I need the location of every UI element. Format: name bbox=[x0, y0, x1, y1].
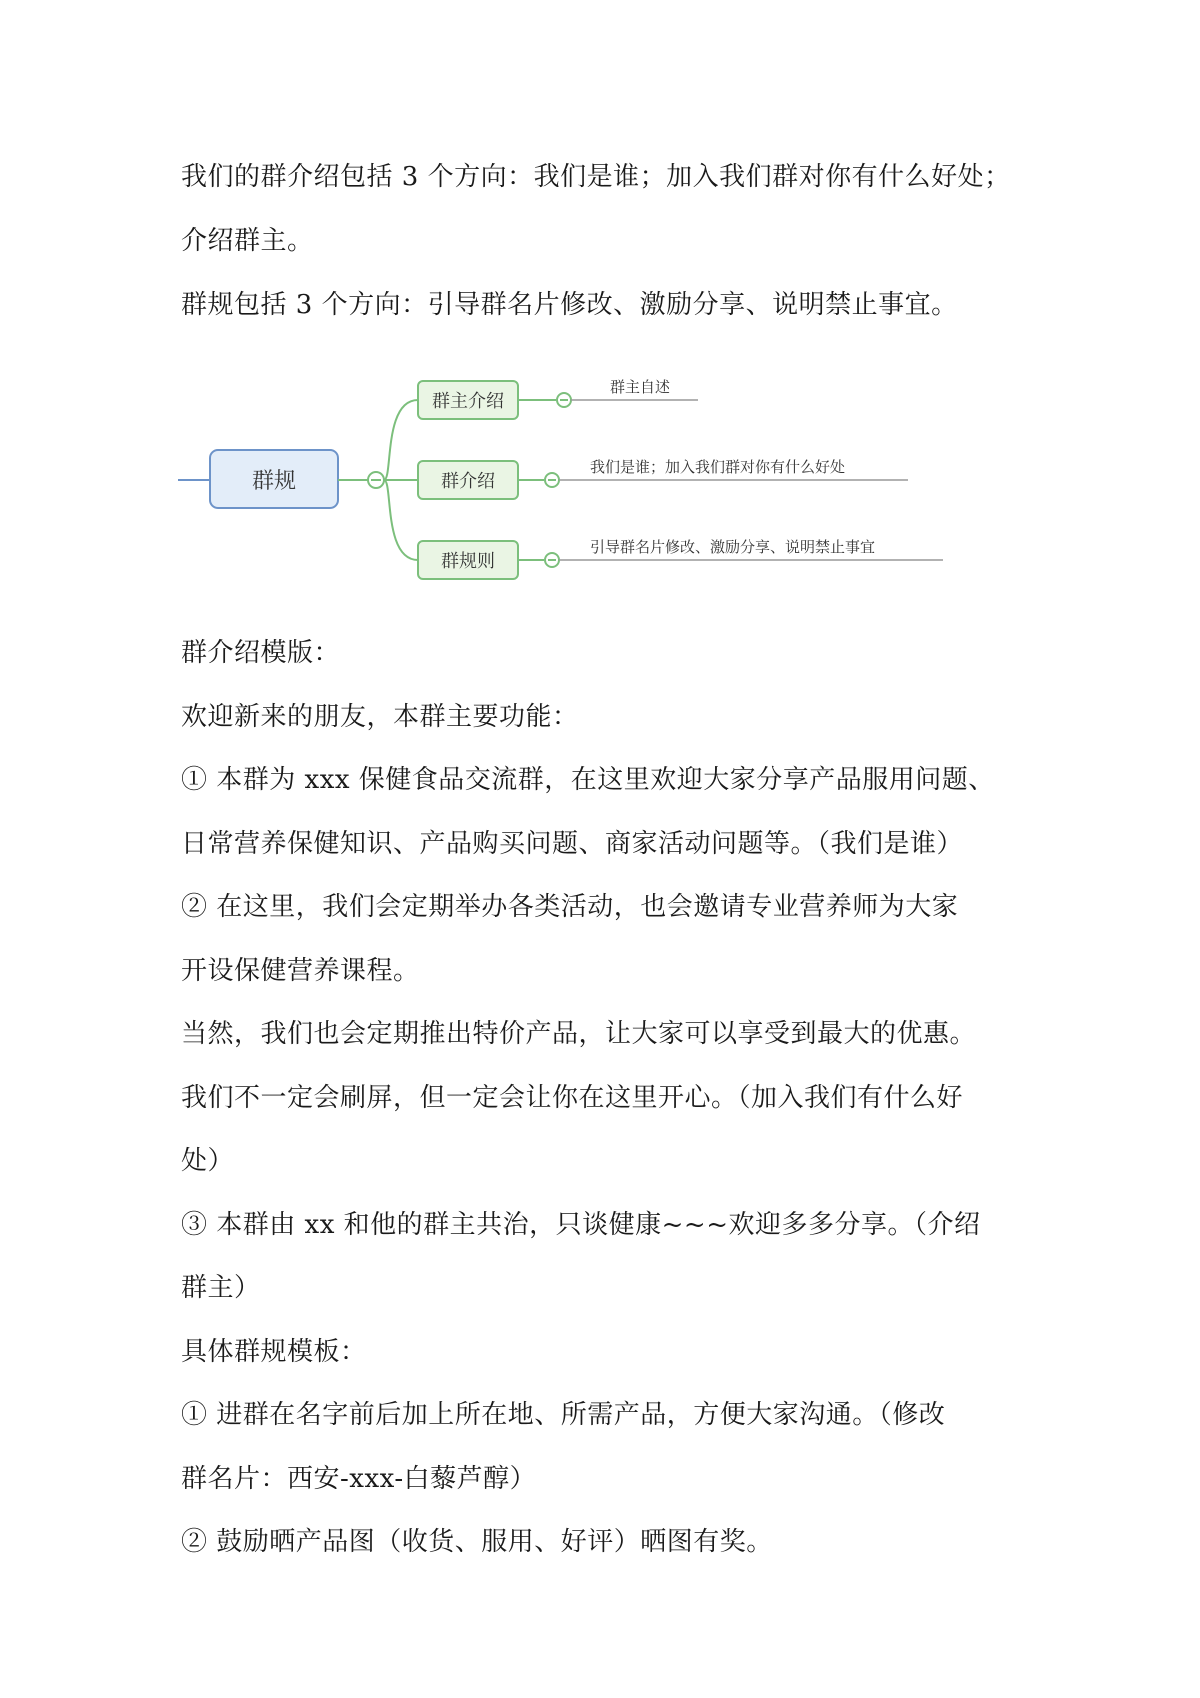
template-heading: 群介绍模版： bbox=[181, 638, 341, 668]
template-p2-line5: 处） bbox=[181, 1146, 235, 1176]
connector-branch-1 bbox=[384, 400, 418, 480]
template-p3-line1: ③ 本群由 xx 和他的群主共治，只谈健康~~~欢迎多多分享。（介绍 bbox=[181, 1210, 981, 1240]
template-p2-line2: 开设保健营养课程。 bbox=[181, 956, 420, 986]
branch-note-3: 引导群名片修改、激励分享、说明禁止事宜 bbox=[590, 538, 876, 556]
template-p2-line1: ② 在这里，我们会定期举办各类活动，也会邀请专业营养师为大家 bbox=[181, 892, 959, 922]
template-welcome: 欢迎新来的朋友，本群主要功能： bbox=[181, 702, 579, 732]
branch-label-3: 群规则 bbox=[441, 551, 495, 572]
branch-note-2: 我们是谁；加入我们群对你有什么好处 bbox=[590, 458, 846, 476]
template-p2-line4: 我们不一定会刷屏，但一定会让你在这里开心。（加入我们有什么好 bbox=[181, 1083, 964, 1113]
rules-r2-line1: ② 鼓励晒产品图（收货、服用、好评）晒图有奖。 bbox=[181, 1527, 773, 1557]
rules-heading: 具体群规模板： bbox=[181, 1337, 367, 1367]
intro-line-1: 我们的群介绍包括 3 个方向：我们是谁；加入我们群对你有什么好处； bbox=[181, 162, 1011, 192]
mindmap-diagram bbox=[178, 370, 968, 590]
rules-r1-line1: ① 进群在名字前后加上所在地、所需产品，方便大家沟通。（修改 bbox=[181, 1400, 946, 1430]
branch-note-1: 群主自述 bbox=[610, 378, 671, 396]
intro-line-2: 介绍群主。 bbox=[181, 226, 314, 256]
intro-line-3: 群规包括 3 个方向：引导群名片修改、激励分享、说明禁止事宜。 bbox=[181, 290, 958, 320]
branch-label-1: 群主介绍 bbox=[432, 391, 504, 412]
root-label: 群规 bbox=[251, 469, 297, 494]
template-p1-line1: ① 本群为 xxx 保健食品交流群，在这里欢迎大家分享产品服用问题、 bbox=[181, 765, 995, 795]
template-p3-line2: 群主） bbox=[181, 1273, 261, 1303]
template-p1-line2: 日常营养保健知识、产品购买问题、商家活动问题等。（我们是谁） bbox=[181, 829, 964, 859]
template-p2-line3: 当然，我们也会定期推出特价产品，让大家可以享受到最大的优惠。 bbox=[181, 1019, 977, 1049]
branch-label-2: 群介绍 bbox=[441, 471, 495, 492]
connector-branch-3 bbox=[384, 480, 418, 560]
rules-r1-line2: 群名片：西安-xxx-白藜芦醇） bbox=[181, 1464, 537, 1494]
